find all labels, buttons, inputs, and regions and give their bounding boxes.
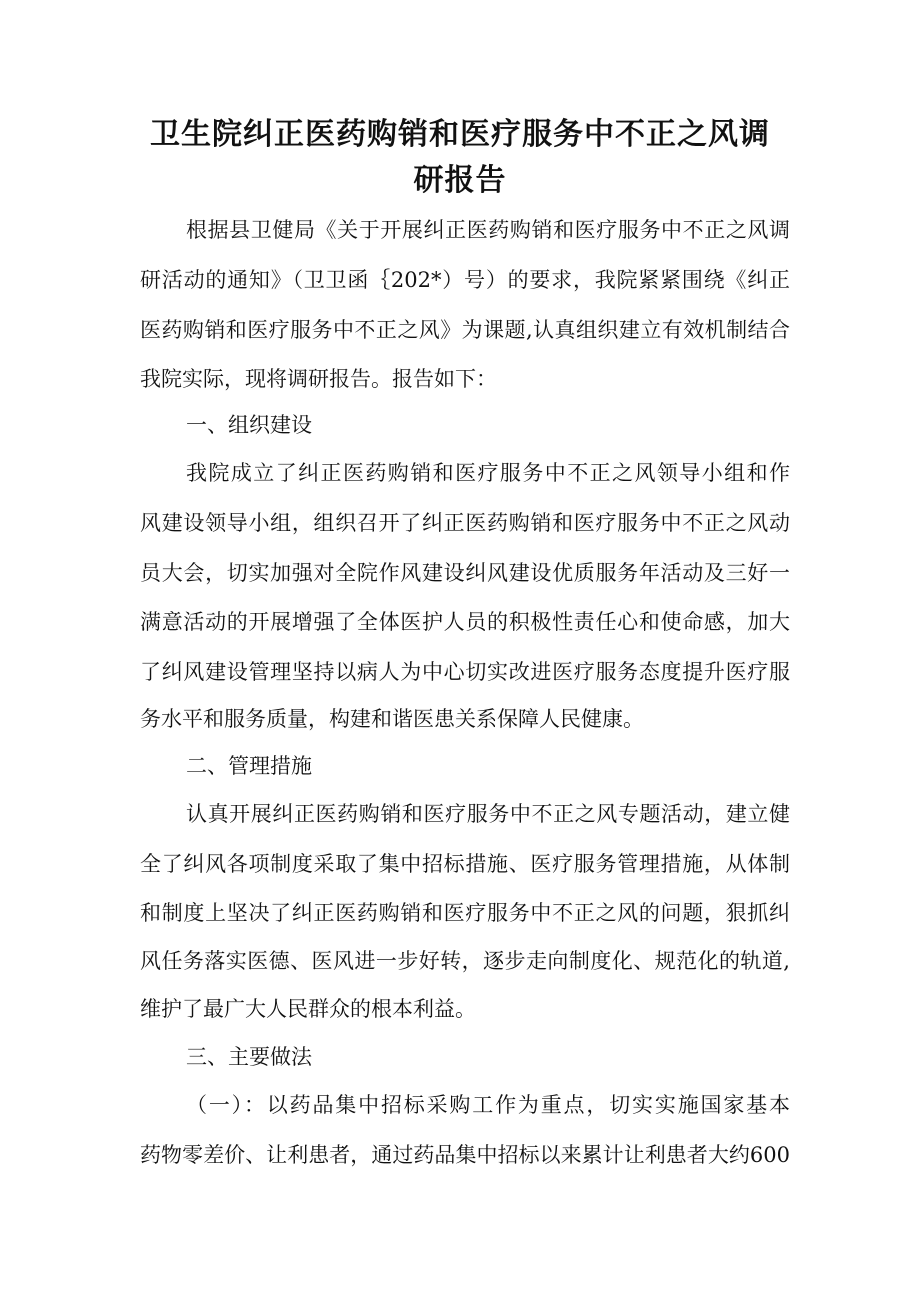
section-3-heading: 三、主要做法 bbox=[186, 1045, 312, 1069]
section-1-line-5: 了纠风建设管理坚持以病人为中心切实改进医疗服务态度提升医疗服 bbox=[140, 660, 790, 684]
section-1-heading: 一、组织建设 bbox=[186, 413, 312, 437]
section-3-line-1: （一）：以药品集中招标采购工作为重点，切实实施国家基本 bbox=[186, 1093, 790, 1117]
section-2-line-3: 和制度上坚决了纠正医药购销和医疗服务中不正之风的问题，狠抓纠 bbox=[140, 901, 790, 925]
intro-line-2: 研活动的通知》（卫卫函｛202*）号）的要求，我院紧紧围绕《纠正 bbox=[140, 268, 790, 292]
section-2-line-1: 认真开展纠正医药购销和医疗服务中不正之风专题活动，建立健 bbox=[186, 802, 790, 826]
section-1-line-3: 员大会，切实加强对全院作风建设纠风建设优质服务年活动及三好一 bbox=[140, 561, 790, 585]
document-title-line-1: 卫生院纠正医药购销和医疗服务中不正之风调 bbox=[150, 117, 770, 152]
document-title-line-2: 研报告 bbox=[413, 163, 507, 198]
section-1-line-1: 我院成立了纠正医药购销和医疗服务中不正之风领导小组和作 bbox=[186, 461, 790, 485]
intro-line-3: 医药购销和医疗服务中不正之风》为课题,认真组织建立有效机制结合 bbox=[140, 318, 790, 342]
section-1-line-2: 风建设领导小组，组织召开了纠正医药购销和医疗服务中不正之风动 bbox=[140, 511, 790, 535]
section-2-line-5: 维护了最广大人民群众的根本利益。 bbox=[140, 997, 476, 1021]
intro-line-4: 我院实际，现将调研报告。报告如下： bbox=[140, 367, 497, 391]
section-1-line-6: 务水平和服务质量，构建和谐医患关系保障人民健康。 bbox=[140, 707, 644, 731]
intro-line-1: 根据县卫健局《关于开展纠正医药购销和医疗服务中不正之风调 bbox=[186, 218, 790, 242]
section-1-line-4: 满意活动的开展增强了全体医护人员的积极性责任心和使命感，加大 bbox=[140, 610, 790, 634]
section-2-line-2: 全了纠风各项制度采取了集中招标措施、医疗服务管理措施，从体制 bbox=[140, 852, 790, 876]
section-2-heading: 二、管理措施 bbox=[186, 754, 312, 778]
section-2-line-4: 风任务落实医德、医风进一步好转，逐步走向制度化、规范化的轨道, bbox=[140, 949, 790, 973]
section-3-line-2: 药物零差价、让利患者，通过药品集中招标以来累计让利患者大约600 bbox=[140, 1143, 790, 1167]
